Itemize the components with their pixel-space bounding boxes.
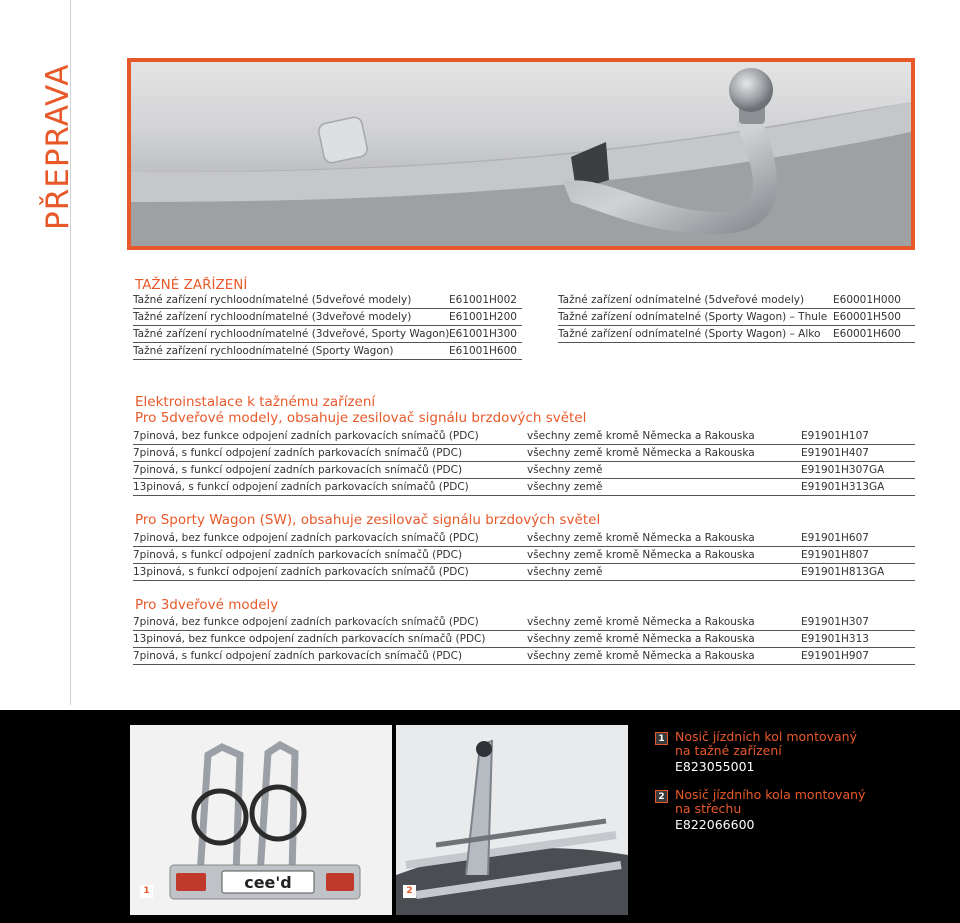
- electro-code: E91901H907: [801, 650, 869, 662]
- product-title-line1: Nosič jízdních kol montovaný: [675, 729, 857, 744]
- tow-bar-photo: [127, 58, 915, 250]
- electro-row: [133, 479, 915, 496]
- electro-row: [133, 445, 915, 462]
- electro-region: všechny země kromě Německa a Rakouska: [527, 549, 755, 561]
- product-code: E823055001: [675, 759, 755, 774]
- page-side-title: PŘEPRAVA: [40, 63, 76, 230]
- electro-region: všechny země kromě Německa a Rakouska: [527, 532, 755, 544]
- tow-code: E61001H002: [449, 294, 517, 306]
- electro-region: všechny země kromě Německa a Rakouska: [527, 633, 755, 645]
- product-info-1: [675, 730, 945, 774]
- electro-row: [133, 462, 915, 479]
- tow-left-row: [133, 343, 522, 360]
- electro-code: E91901H107: [801, 430, 869, 442]
- electro-row: [133, 648, 915, 665]
- electro-desc: 13pinová, s funkcí odpojení zadních parkovacích snímačů (PDC): [133, 566, 469, 578]
- electro-desc: 7pinová, bez funkce odpojení zadních parkovacích snímačů (PDC): [133, 430, 479, 442]
- electro-desc: 7pinová, bez funkce odpojení zadních parkovacích snímačů (PDC): [133, 532, 479, 544]
- tow-desc: Tažné zařízení rychloodnímatelné (5dveřové modely): [133, 294, 412, 306]
- electro-row: [133, 547, 915, 564]
- electro-code: E91901H313GA: [801, 481, 885, 493]
- electro-region: všechny země kromě Německa a Rakouska: [527, 430, 755, 442]
- electro-row: [133, 614, 915, 631]
- product-info-2: [675, 788, 945, 832]
- electro-desc: 13pinová, s funkcí odpojení zadních parkovacích snímačů (PDC): [133, 481, 469, 493]
- electro-desc: 7pinová, s funkcí odpojení zadních parkovacích snímačů (PDC): [133, 549, 463, 561]
- product-code: E822066600: [675, 817, 755, 832]
- electro-region: všechny země kromě Německa a Rakouska: [527, 447, 755, 459]
- electro-region: všechny země kromě Německa a Rakouska: [527, 650, 755, 662]
- electro-group-title: Pro 3dveřové modely: [135, 597, 279, 613]
- tow-section-title: TAŽNÉ ZAŘÍZENÍ: [135, 277, 248, 293]
- electro-group-title: Pro 5dveřové modely, obsahuje zesilovač signálu brzdových světel: [135, 410, 587, 426]
- electro-row: [133, 631, 915, 648]
- electro-region: všechny země: [527, 481, 603, 493]
- license-plate-text: cee'd: [244, 873, 292, 892]
- product-title-line1: Nosič jízdního kola montovaný: [675, 787, 866, 802]
- tow-code: E60001H500: [833, 311, 901, 323]
- electro-desc: 7pinová, s funkcí odpojení zadních parkovacích snímačů (PDC): [133, 650, 463, 662]
- info-badge-1: 1: [655, 732, 668, 745]
- tow-code: E61001H300: [449, 328, 517, 340]
- electro-code: E91901H813GA: [801, 566, 885, 578]
- product-title-line2: na střechu: [675, 801, 742, 816]
- electro-desc: 13pinová, bez funkce odpojení zadních parkovacích snímačů (PDC): [133, 633, 486, 645]
- towbar-bike-carrier-photo: [130, 725, 392, 915]
- electro-code: E91901H607: [801, 532, 869, 544]
- electro-code: E91901H307GA: [801, 464, 885, 476]
- electro-code: E91901H307: [801, 616, 869, 628]
- tow-left-row: [133, 292, 522, 309]
- electro-code: E91901H407: [801, 447, 869, 459]
- tow-right-row: [558, 292, 915, 309]
- electro-desc: 7pinová, bez funkce odpojení zadních parkovacích snímačů (PDC): [133, 616, 479, 628]
- electro-region: všechny země kromě Německa a Rakouska: [527, 616, 755, 628]
- tow-code: E60001H600: [833, 328, 901, 340]
- electro-region: všechny země: [527, 464, 603, 476]
- tow-right-row: [558, 326, 915, 343]
- tow-desc: Tažné zařízení rychloodnímatelné (3dveřové modely): [133, 311, 412, 323]
- electro-row: [133, 428, 915, 445]
- tow-desc: Tažné zařízení rychloodnímatelné (Sporty Wagon): [133, 345, 394, 357]
- tow-code: E61001H600: [449, 345, 517, 357]
- info-badge-2: 2: [655, 790, 668, 803]
- roof-bike-carrier-photo: [396, 725, 628, 915]
- tow-right-row: [558, 309, 915, 326]
- electro-section-title: Elektroinstalace k tažnému zařízení: [135, 394, 376, 410]
- tow-left-row: [133, 309, 522, 326]
- electro-row: [133, 530, 915, 547]
- product-badge-2: 2: [403, 885, 416, 898]
- electro-desc: 7pinová, s funkcí odpojení zadních parkovacích snímačů (PDC): [133, 464, 463, 476]
- accessories-footer: [0, 710, 960, 923]
- tow-left-row: [133, 326, 522, 343]
- electro-code: E91901H313: [801, 633, 869, 645]
- tow-desc: Tažné zařízení rychloodnímatelné (3dveřové, Sporty Wagon): [133, 328, 450, 340]
- tow-code: E60001H000: [833, 294, 901, 306]
- electro-code: E91901H807: [801, 549, 869, 561]
- product-badge-1: 1: [140, 885, 153, 898]
- electro-row: [133, 564, 915, 581]
- tow-code: E61001H200: [449, 311, 517, 323]
- electro-desc: 7pinová, s funkcí odpojení zadních parkovacích snímačů (PDC): [133, 447, 463, 459]
- tow-desc: Tažné zařízení odnímatelné (Sporty Wagon) – Thule: [558, 311, 828, 323]
- product-title-line2: na tažné zařízení: [675, 743, 782, 758]
- tow-desc: Tažné zařízení odnímatelné (Sporty Wagon) – Alko: [558, 328, 821, 340]
- electro-group-title: Pro Sporty Wagon (SW), obsahuje zesilovač signálu brzdových světel: [135, 512, 601, 528]
- electro-region: všechny země: [527, 566, 603, 578]
- tow-desc: Tažné zařízení odnímatelné (5dveřové modely): [558, 294, 805, 306]
